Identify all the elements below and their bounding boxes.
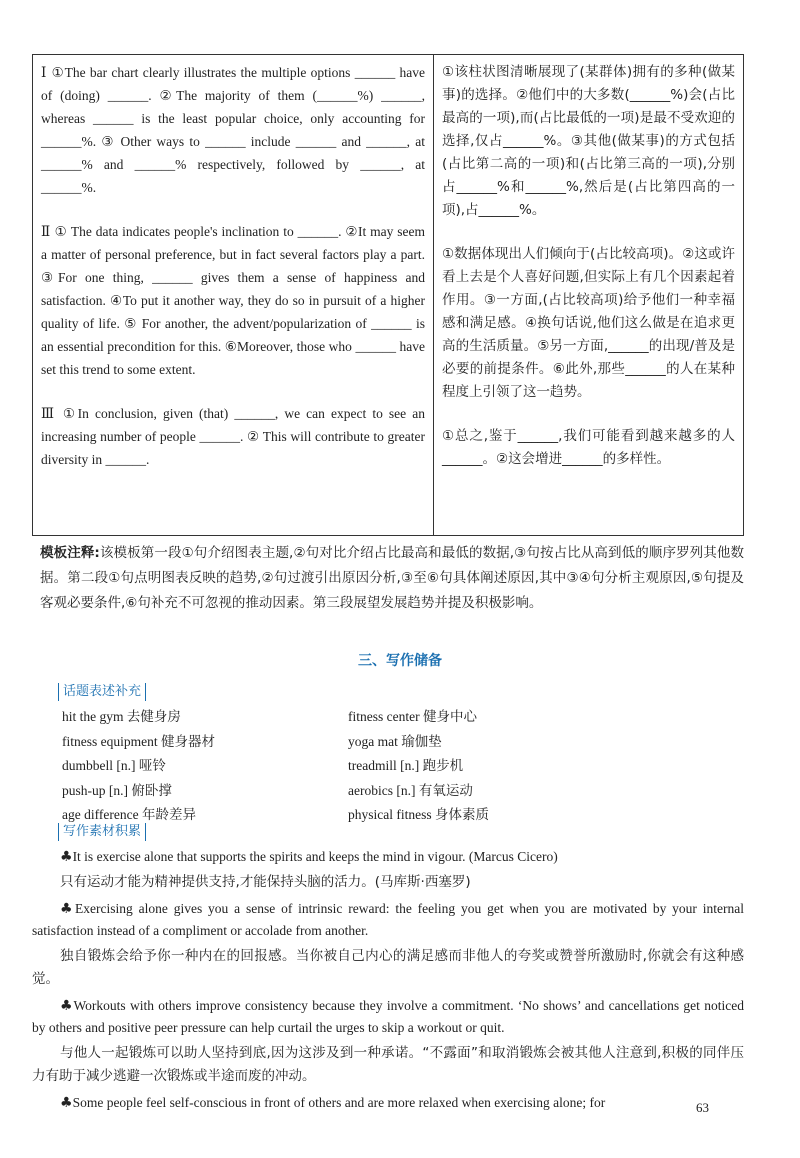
vocab-item: dumbbell [n.] 哑铃: [62, 758, 166, 774]
vocab-item: treadmill [n.] 跑步机: [348, 758, 464, 774]
quote-en: ♣Exercising alone gives you a sense of intrinsic reward: the feeling you get when you are motivated by your internal satisfaction instead of a compliment or accolade from another.: [32, 901, 744, 938]
template-english-column: [33, 55, 434, 536]
vocab-item: push-up [n.] 俯卧撑: [62, 782, 172, 799]
template-en-para-2: Ⅱ ① The data indicates people's inclination to ______. ②It may seem a matter of personal preference, but in fact several factors play a part. ③For one thing, ______ gives them a sense of happiness and satisfaction. ④To put it another way, they do so in pursuit of a higher quality of life. ⑤ For another, the advent/popularization of ______ is an essential precondition for this. ⑥Moreover, those who ______ have set this trend to some extent.: [41, 224, 425, 377]
template-en-para-3: Ⅲ ①In conclusion, given (that) ______, we can expect to see an increasing number of people ______. ② This will contribute to greater diversity in ______.: [41, 406, 425, 467]
vocab-tag-label: 话题表述补充: [63, 684, 142, 699]
quote-list: [32, 846, 744, 1114]
template-zh-para-2: ①数据体现出人们倾向于(占比较高项)。②这或许看上去是个人喜好问题,但实际上有几个因素起着作用。③一方面,(占比较高项)给予他们一种幸福感和满足感。④换句话说,他们这么做是在追求更高的生活质量。⑤另一方面,______的出现/普及是必要的前提条件。⑥此外,那些______的人在某种程度上引领了这一趋势。: [442, 246, 735, 400]
vocab-item: yoga mat 瑜伽垫: [348, 733, 442, 750]
vocab-list: [62, 705, 682, 828]
template-zh-para-1: ①该柱状图清晰展现了(某群体)拥有的多种(做某事)的选择。②他们中的大多数(______%)会(占比最高的一项),而(占比最低的一项)是最不受欢迎的选择,仅占______%。③其他(做某事)的方式包括(占比第二高的一项)和(占比第三高的一项),分别占______%和______%,然后是(占比第四高的一项),占______%。: [442, 64, 735, 218]
template-zh-para-3: ①总之,鉴于______,我们可能看到越来越多的人______。②这会增进______的多样性。: [442, 428, 735, 467]
template-note: [40, 541, 744, 616]
material-tag-label: 写作素材积累: [63, 824, 142, 839]
quote-en: ♣It is exercise alone that supports the spirits and keeps the mind in vigour. (Marcus Cicero): [60, 849, 558, 865]
club-icon: ♣: [60, 901, 76, 917]
vocab-item: hit the gym 去健身房: [62, 709, 181, 725]
club-icon: ♣: [60, 998, 74, 1014]
template-note-text: 该模板第一段①句介绍图表主题,②句对比介绍占比最高和最低的数据,③句按占比从高到低的顺序罗列其他数据。第二段①句点明图表反映的趋势,②句过渡引出原因分析,③至⑥句具体阐述原因,其中③④句分析主观原因,⑤句提及客观必要条件,⑥句补充不可忽视的推动因素。第三段展望发展趋势并提及积极影响。: [40, 545, 745, 611]
quote-en: ♣Some people feel self-conscious in front of others and are more relaxed when exercising alone; for: [60, 1095, 606, 1111]
vocab-item: fitness center 健身中心: [348, 709, 477, 725]
vocab-item: physical fitness 身体素质: [348, 807, 489, 823]
template-note-label: 模板注释:: [40, 545, 100, 561]
quote-en: ♣Workouts with others improve consistency because they involve a commitment. ‘No shows’ and cancellations get noticed by others and positive peer pressure can help curtail the urges to skip a workout or quit.: [32, 998, 744, 1035]
template-table: [32, 54, 744, 536]
material-section-tag: [58, 823, 146, 841]
quote-zh: 独自锻炼会给予你一种内在的回报感。当你被自己内心的满足感而非他人的夸奖或赞誉所激励时,你就会有这种感觉。: [32, 948, 744, 987]
club-icon: ♣: [60, 849, 73, 865]
section-title: 三、写作储备: [358, 653, 442, 669]
vocab-item: age difference 年龄差异: [62, 807, 196, 823]
vocab-item: aerobics [n.] 有氧运动: [348, 782, 473, 799]
vocab-item: fitness equipment 健身器材: [62, 733, 215, 750]
template-chinese-column: [434, 55, 744, 536]
quote-zh: 与他人一起锻炼可以助人坚持到底,因为这涉及到一种承诺。“不露面”和取消锻炼会被其他人注意到,积极的同伴压力有助于减少逃避一次锻炼或半途而废的冲动。: [32, 1045, 744, 1084]
quote-zh: 只有运动才能为精神提供支持,才能保持头脑的活力。(马库斯·西塞罗): [60, 874, 471, 890]
vocab-section-tag: [58, 683, 146, 701]
club-icon: ♣: [60, 1095, 73, 1111]
template-en-para-1: Ⅰ ①The bar chart clearly illustrates the multiple options ______ have of (doing) ______. ②The majority of them (______%) ______, whereas ______ is the least popular choice, only accounting for ______%. ③ Other ways to ______ include ______ and ______, at ______% and ______% respectively, followed by ______, at ______%.: [41, 65, 425, 195]
page-number: 63: [696, 1100, 709, 1115]
